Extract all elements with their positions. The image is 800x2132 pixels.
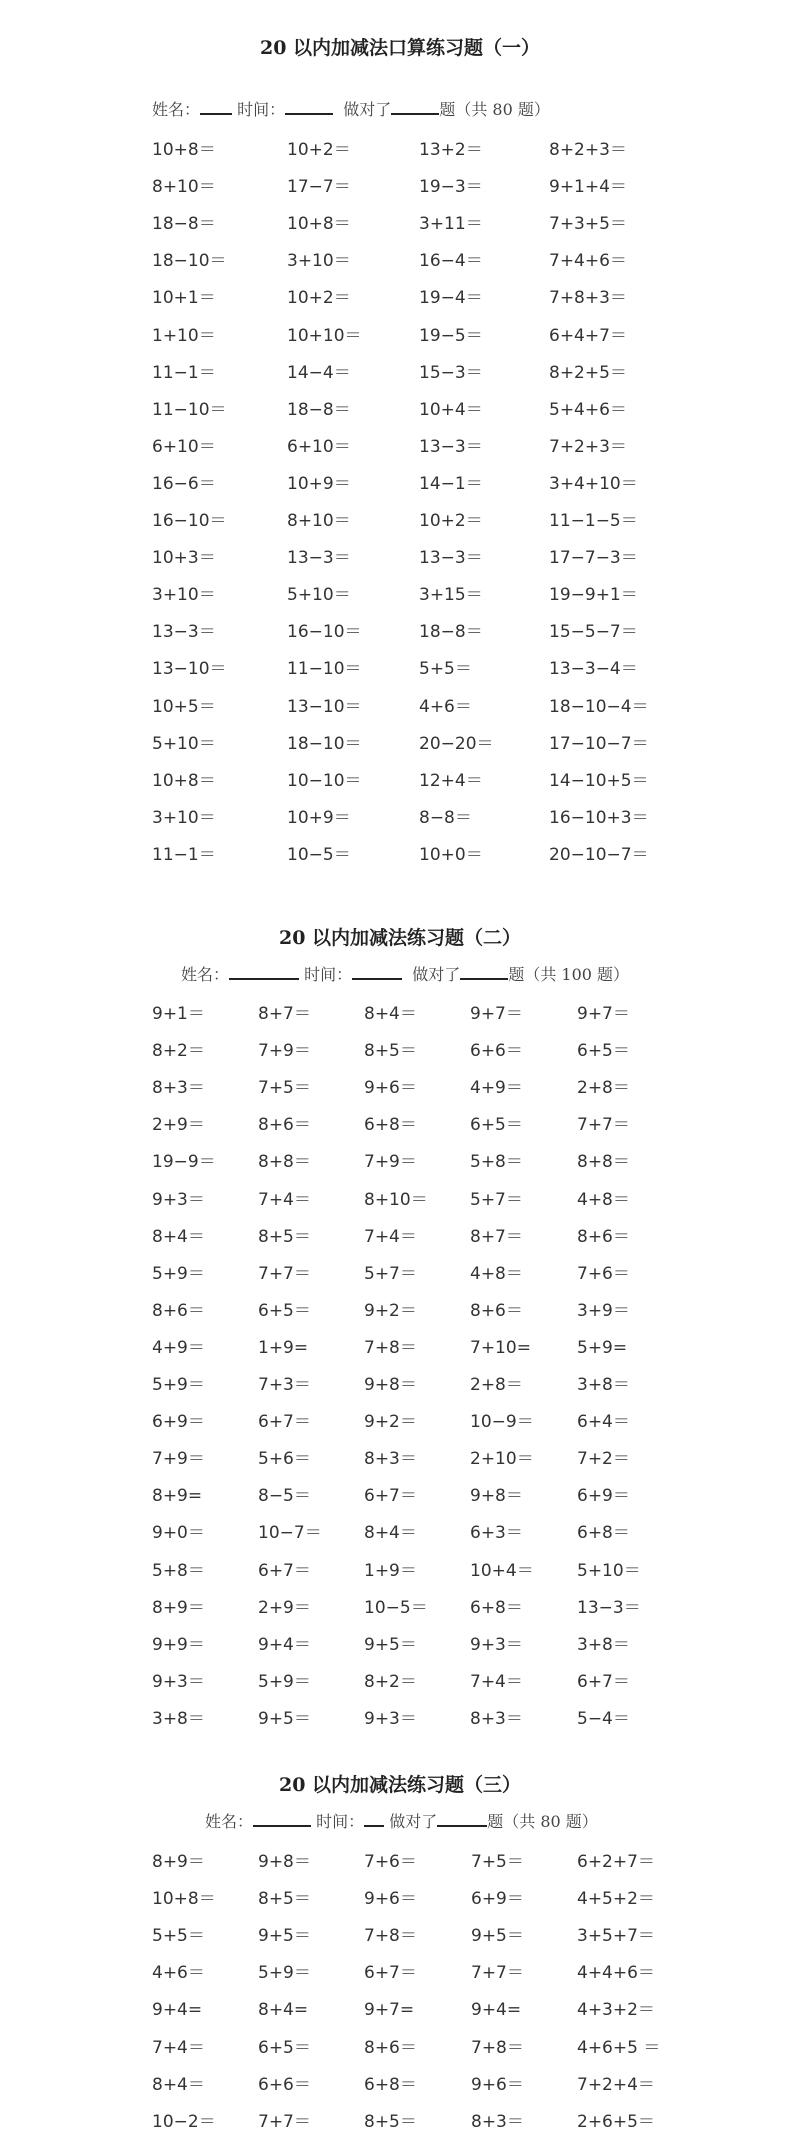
time-blank[interactable] bbox=[352, 978, 402, 980]
problem-item: 6+10＝ bbox=[287, 436, 351, 457]
problem-item: 7+5＝ bbox=[258, 1078, 311, 1099]
problem-item: 8+6＝ bbox=[364, 2037, 417, 2058]
problem-item: 5+8＝ bbox=[470, 1152, 523, 1173]
problem-item: 8+4= bbox=[258, 2000, 309, 2021]
problem-item: 7+6＝ bbox=[577, 1263, 630, 1284]
problem-item: 4+4+6＝ bbox=[577, 1963, 655, 1984]
problem-item: 9+7= bbox=[364, 2000, 415, 2021]
problem-item: 11−1＝ bbox=[152, 844, 216, 865]
correct-blank[interactable] bbox=[460, 978, 508, 980]
problem-item: 2+6+5＝ bbox=[577, 2111, 655, 2132]
problem-item: 8+10＝ bbox=[364, 1189, 428, 1210]
problem-item: 8+10＝ bbox=[287, 511, 351, 531]
problem-item: 9+4＝ bbox=[258, 1634, 311, 1655]
problem-item: 7+8＝ bbox=[364, 1337, 417, 1358]
problem-item: 3+8＝ bbox=[577, 1375, 630, 1395]
correct-label: 做对了 bbox=[389, 1812, 438, 1831]
problem-item: 8+7＝ bbox=[470, 1226, 523, 1247]
problem-item: 8+9＝ bbox=[152, 1597, 205, 1618]
problem-item: 7+4＝ bbox=[258, 1189, 311, 1210]
problem-item: 5+5＝ bbox=[419, 659, 472, 680]
problem-item: 7+5＝ bbox=[471, 1852, 524, 1872]
problem-item: 14−10+5＝ bbox=[549, 770, 649, 791]
name-label: 姓名： bbox=[152, 100, 201, 119]
problem-item: 10+8＝ bbox=[152, 140, 216, 160]
problem-item: 8+10＝ bbox=[152, 177, 216, 198]
problem-item: 7+2＝ bbox=[577, 1449, 630, 1470]
problem-item: 7+2+4＝ bbox=[577, 2074, 655, 2095]
problem-item: 6+7＝ bbox=[577, 1671, 630, 1692]
problem-item: 9+5＝ bbox=[364, 1634, 417, 1655]
problem-item: 10+2＝ bbox=[419, 511, 483, 531]
problem-item: 10−5＝ bbox=[364, 1597, 428, 1618]
problem-item: 6+8＝ bbox=[364, 1115, 417, 1136]
problem-item: 6+4＝ bbox=[577, 1412, 630, 1433]
problem-item: 9+7＝ bbox=[577, 1004, 630, 1024]
problem-item: 5+9＝ bbox=[258, 1671, 311, 1692]
name-blank[interactable] bbox=[200, 113, 232, 115]
problem-item: 9+3＝ bbox=[470, 1634, 523, 1655]
name-label: 姓名： bbox=[205, 1812, 254, 1831]
problem-item: 16−10＝ bbox=[152, 511, 227, 531]
problem-item: 11−1−5＝ bbox=[549, 511, 638, 531]
problem-item: 11−1＝ bbox=[152, 362, 216, 383]
problem-item: 9+3＝ bbox=[152, 1671, 205, 1692]
problem-item: 9+5＝ bbox=[258, 1708, 311, 1729]
problem-item: 5+8＝ bbox=[152, 1560, 205, 1581]
problem-item: 8+3＝ bbox=[470, 1708, 523, 1729]
problem-item: 10−10＝ bbox=[287, 770, 362, 791]
problem-item: 8+5＝ bbox=[364, 1041, 417, 1062]
problem-item: 16−6＝ bbox=[152, 473, 216, 494]
problem-item: 7+8＝ bbox=[364, 1926, 417, 1947]
problem-item: 9+3＝ bbox=[364, 1708, 417, 1729]
problem-item: 10−7＝ bbox=[258, 1523, 322, 1544]
name-blank[interactable] bbox=[229, 978, 299, 980]
problem-item: 13−3−4＝ bbox=[549, 659, 638, 680]
problem-item: 9+8＝ bbox=[470, 1486, 523, 1507]
problem-item: 14−1＝ bbox=[419, 473, 483, 494]
problem-item: 8+9＝ bbox=[152, 1852, 205, 1872]
problem-item: 3+5+7＝ bbox=[577, 1926, 655, 1947]
problem-item: 8+2+5＝ bbox=[549, 362, 627, 383]
problem-item: 10−5＝ bbox=[287, 844, 351, 865]
correct-label: 做对了 bbox=[343, 100, 392, 119]
problem-item: 8+5＝ bbox=[364, 2111, 417, 2132]
problem-item: 8+6＝ bbox=[152, 1300, 205, 1321]
problem-item: 8+3＝ bbox=[152, 1078, 205, 1099]
problem-item: 8+8＝ bbox=[577, 1152, 630, 1173]
problem-item: 9+0＝ bbox=[152, 1523, 205, 1544]
problem-item: 7+4＝ bbox=[152, 2037, 205, 2058]
section-2-info-line bbox=[0, 962, 800, 985]
problem-item: 9+6＝ bbox=[364, 1889, 417, 1910]
correct-label: 做对了 bbox=[412, 965, 461, 984]
problem-item: 6+5＝ bbox=[258, 1300, 311, 1321]
problem-item: 17−7−3＝ bbox=[549, 548, 638, 569]
problem-item: 9+4= bbox=[152, 2000, 203, 2021]
problem-item: 6+7＝ bbox=[364, 1486, 417, 1507]
problem-item: 9+5＝ bbox=[258, 1926, 311, 1947]
problem-item: 6+8＝ bbox=[364, 2074, 417, 2095]
problem-item: 6+5＝ bbox=[470, 1115, 523, 1136]
problem-item: 18−8＝ bbox=[287, 399, 351, 420]
problem-item: 9+2＝ bbox=[364, 1412, 417, 1433]
problem-item: 4+9＝ bbox=[470, 1078, 523, 1099]
time-label: 时间： bbox=[237, 100, 286, 119]
section-3-info-line bbox=[0, 1809, 800, 1832]
problem-item: 10+3＝ bbox=[152, 548, 216, 569]
problem-item: 4+8＝ bbox=[470, 1263, 523, 1284]
problem-item: 8+6＝ bbox=[577, 1226, 630, 1247]
problem-item: 5+4+6＝ bbox=[549, 399, 627, 420]
problem-item: 1+10＝ bbox=[152, 325, 216, 346]
problem-item: 7+3＝ bbox=[258, 1375, 311, 1395]
problem-item: 5+9＝ bbox=[152, 1375, 205, 1395]
problem-item: 6+9＝ bbox=[152, 1412, 205, 1433]
problem-item: 5+5＝ bbox=[152, 1926, 205, 1947]
problem-item: 16−4＝ bbox=[419, 251, 483, 272]
problem-item: 3+8＝ bbox=[577, 1634, 630, 1655]
problem-item: 19−9＝ bbox=[152, 1152, 216, 1173]
problem-item: 13−10＝ bbox=[287, 696, 362, 717]
problem-item: 7+7＝ bbox=[258, 2111, 311, 2132]
total-label: 题（共 100 题） bbox=[508, 965, 630, 984]
problem-item: 2+9＝ bbox=[152, 1115, 205, 1136]
problem-item: 5+10＝ bbox=[577, 1560, 641, 1581]
problem-item: 6+6＝ bbox=[258, 2074, 311, 2095]
problem-item: 13−3＝ bbox=[577, 1597, 641, 1618]
problem-item: 10+4＝ bbox=[470, 1560, 534, 1581]
problem-item: 9+1+4＝ bbox=[549, 177, 627, 198]
problem-item: 7+9＝ bbox=[364, 1152, 417, 1173]
problem-item: 10+2＝ bbox=[287, 288, 351, 309]
problem-item: 6+8＝ bbox=[470, 1597, 523, 1618]
problem-item: 6+6＝ bbox=[470, 1041, 523, 1062]
problem-item: 14−4＝ bbox=[287, 362, 351, 383]
problem-item: 13−3＝ bbox=[287, 548, 351, 569]
problem-item: 8+6＝ bbox=[258, 1115, 311, 1136]
problem-item: 7+10= bbox=[470, 1337, 531, 1358]
problem-item: 8+8＝ bbox=[258, 1152, 311, 1173]
problem-item: 4+6+5 ＝ bbox=[577, 2037, 661, 2058]
problem-item: 1+9= bbox=[258, 1337, 309, 1358]
problem-item: 9+9＝ bbox=[152, 1634, 205, 1655]
problem-item: 7+7＝ bbox=[577, 1115, 630, 1136]
problem-item: 5+10＝ bbox=[287, 585, 351, 606]
problem-item: 7+2+3＝ bbox=[549, 436, 627, 457]
problem-item: 7+9＝ bbox=[258, 1041, 311, 1062]
problem-item: 19−4＝ bbox=[419, 288, 483, 309]
problem-item: 8+3＝ bbox=[471, 2111, 524, 2132]
problem-item: 18−10＝ bbox=[287, 733, 362, 754]
problem-item: 7+8＝ bbox=[471, 2037, 524, 2058]
time-label: 时间： bbox=[304, 965, 353, 984]
problem-item: 10+8＝ bbox=[152, 1889, 216, 1910]
problem-item: 19−5＝ bbox=[419, 325, 483, 346]
problem-item: 18−10−4＝ bbox=[549, 696, 649, 717]
problem-item: 5+7＝ bbox=[364, 1263, 417, 1284]
problem-item: 17−10−7＝ bbox=[549, 733, 649, 754]
problem-item: 3+10＝ bbox=[287, 251, 351, 272]
problem-item: 10+10＝ bbox=[287, 325, 362, 346]
problem-item: 19−9+1＝ bbox=[549, 585, 638, 606]
problem-item: 3+11＝ bbox=[419, 214, 483, 235]
problem-item: 6+3＝ bbox=[470, 1523, 523, 1544]
problem-item: 6+9＝ bbox=[577, 1486, 630, 1507]
problem-item: 6+2+7＝ bbox=[577, 1852, 655, 1872]
problem-item: 10+0＝ bbox=[419, 844, 483, 865]
problem-item: 9+6＝ bbox=[471, 2074, 524, 2095]
name-blank[interactable] bbox=[253, 1825, 311, 1827]
problem-item: 10+8＝ bbox=[287, 214, 351, 235]
problem-item: 9+5＝ bbox=[471, 1926, 524, 1947]
problem-item: 8+2＝ bbox=[364, 1671, 417, 1692]
problem-item: 3+4+10＝ bbox=[549, 473, 638, 494]
problem-item: 4+3+2＝ bbox=[577, 2000, 655, 2021]
problem-item: 2+10＝ bbox=[470, 1449, 534, 1470]
problem-item: 10+4＝ bbox=[419, 399, 483, 420]
problem-item: 8+3＝ bbox=[364, 1449, 417, 1470]
problem-item: 7+3+5＝ bbox=[549, 214, 627, 235]
problem-item: 2+8＝ bbox=[577, 1078, 630, 1099]
problem-item: 10+2＝ bbox=[287, 140, 351, 160]
problem-item: 10+9＝ bbox=[287, 807, 351, 828]
problem-item: 8−8＝ bbox=[419, 807, 472, 828]
problem-item: 5+6＝ bbox=[258, 1449, 311, 1470]
problem-item: 7+4＝ bbox=[364, 1226, 417, 1247]
problem-item: 9+8＝ bbox=[364, 1375, 417, 1395]
problem-item: 19−3＝ bbox=[419, 177, 483, 198]
section-1-info-line bbox=[0, 97, 800, 120]
problem-item: 15−3＝ bbox=[419, 362, 483, 383]
problem-item: 7+6＝ bbox=[364, 1852, 417, 1872]
problem-item: 3+9＝ bbox=[577, 1300, 630, 1321]
time-blank[interactable] bbox=[285, 113, 333, 115]
problem-item: 3+10＝ bbox=[152, 807, 216, 828]
problem-item: 7+8+3＝ bbox=[549, 288, 627, 309]
problem-item: 18−8＝ bbox=[152, 214, 216, 235]
problem-item: 13+2＝ bbox=[419, 140, 483, 160]
problem-item: 10+9＝ bbox=[287, 473, 351, 494]
problem-item: 5+10＝ bbox=[152, 733, 216, 754]
problem-item: 10−2＝ bbox=[152, 2111, 216, 2132]
problem-item: 8+4＝ bbox=[364, 1523, 417, 1544]
problem-item: 7+4+6＝ bbox=[549, 251, 627, 272]
problem-item: 1+9＝ bbox=[364, 1560, 417, 1581]
problem-item: 20−10−7＝ bbox=[549, 844, 649, 865]
problem-item: 9+7＝ bbox=[470, 1004, 523, 1024]
problem-item: 10+8＝ bbox=[152, 770, 216, 791]
problem-item: 13−10＝ bbox=[152, 659, 227, 680]
problem-item: 20−20＝ bbox=[419, 733, 494, 754]
problem-item: 9+1＝ bbox=[152, 1004, 205, 1024]
problem-item: 7+7＝ bbox=[471, 1963, 524, 1984]
problem-item: 17−7＝ bbox=[287, 177, 351, 198]
problem-item: 8+6＝ bbox=[470, 1300, 523, 1321]
problem-item: 8+9= bbox=[152, 1486, 203, 1507]
problem-item: 9+2＝ bbox=[364, 1300, 417, 1321]
total-label: 题（共 80 题） bbox=[439, 100, 550, 119]
problem-item: 4+8＝ bbox=[577, 1189, 630, 1210]
problem-item: 15−5−7＝ bbox=[549, 622, 638, 643]
problem-item: 6+5＝ bbox=[258, 2037, 311, 2058]
problem-item: 8+5＝ bbox=[258, 1226, 311, 1247]
problem-item: 4+9＝ bbox=[152, 1337, 205, 1358]
time-label: 时间： bbox=[316, 1812, 365, 1831]
problem-item: 18−8＝ bbox=[419, 622, 483, 643]
problem-item: 12+4＝ bbox=[419, 770, 483, 791]
problem-item: 6+5＝ bbox=[577, 1041, 630, 1062]
problem-item: 4+5+2＝ bbox=[577, 1889, 655, 1910]
problem-item: 18−10＝ bbox=[152, 251, 227, 272]
problem-item: 4+6＝ bbox=[419, 696, 472, 717]
problem-item: 10+5＝ bbox=[152, 696, 216, 717]
correct-blank[interactable] bbox=[391, 113, 439, 115]
correct-blank[interactable] bbox=[437, 1825, 487, 1827]
problem-item: 5+9＝ bbox=[152, 1263, 205, 1284]
problem-item: 8+4＝ bbox=[152, 1226, 205, 1247]
problem-item: 8+5＝ bbox=[258, 1889, 311, 1910]
problem-item: 8+7＝ bbox=[258, 1004, 311, 1024]
problem-item: 2+8＝ bbox=[470, 1375, 523, 1395]
problem-item: 10−9＝ bbox=[470, 1412, 534, 1433]
problem-item: 6+4+7＝ bbox=[549, 325, 627, 346]
section-2-title: 20 以内加减法练习题（二） bbox=[278, 927, 522, 949]
problem-item: 8+2＝ bbox=[152, 1041, 205, 1062]
problem-item: 16−10+3＝ bbox=[549, 807, 649, 828]
problem-item: 9+6＝ bbox=[364, 1078, 417, 1099]
section-3-title: 20 以内加减法练习题（三） bbox=[278, 1774, 522, 1796]
name-label: 姓名： bbox=[181, 965, 230, 984]
problem-item: 13−3＝ bbox=[419, 548, 483, 569]
problem-item: 8−5＝ bbox=[258, 1486, 311, 1507]
problem-item: 6+9＝ bbox=[471, 1889, 524, 1910]
problem-item: 6+10＝ bbox=[152, 436, 216, 457]
problem-item: 5−4＝ bbox=[577, 1708, 630, 1729]
problem-item: 8+4＝ bbox=[152, 2074, 205, 2095]
problem-item: 3+8＝ bbox=[152, 1708, 205, 1729]
problem-item: 4+6＝ bbox=[152, 1963, 205, 1984]
problem-item: 2+9＝ bbox=[258, 1597, 311, 1618]
problem-item: 16−10＝ bbox=[287, 622, 362, 643]
problem-item: 6+7＝ bbox=[364, 1963, 417, 1984]
problem-item: 3+15＝ bbox=[419, 585, 483, 606]
problem-item: 11−10＝ bbox=[152, 399, 227, 420]
problem-item: 7+9＝ bbox=[152, 1449, 205, 1470]
problem-item: 11−10＝ bbox=[287, 659, 362, 680]
problem-item: 5+7＝ bbox=[470, 1189, 523, 1210]
problem-item: 9+3＝ bbox=[152, 1189, 205, 1210]
problem-item: 6+8＝ bbox=[577, 1523, 630, 1544]
problem-item: 6+7＝ bbox=[258, 1560, 311, 1581]
problem-item: 7+4＝ bbox=[470, 1671, 523, 1692]
total-label: 题（共 80 题） bbox=[487, 1812, 598, 1831]
problem-item: 9+4= bbox=[471, 2000, 522, 2021]
problem-item: 9+8＝ bbox=[258, 1852, 311, 1872]
problem-item: 8+2+3＝ bbox=[549, 140, 627, 160]
problem-item: 7+7＝ bbox=[258, 1263, 311, 1284]
problem-item: 3+10＝ bbox=[152, 585, 216, 606]
problem-item: 8+4＝ bbox=[364, 1004, 417, 1024]
time-blank[interactable] bbox=[364, 1825, 384, 1827]
problem-item: 13−3＝ bbox=[419, 436, 483, 457]
section-1-title: 20 以内加减法口算练习题（一） bbox=[259, 37, 541, 59]
problem-item: 5+9＝ bbox=[258, 1963, 311, 1984]
problem-item: 6+7＝ bbox=[258, 1412, 311, 1433]
problem-item: 10+1＝ bbox=[152, 288, 216, 309]
problem-item: 13−3＝ bbox=[152, 622, 216, 643]
problem-item: 5+9= bbox=[577, 1337, 628, 1358]
